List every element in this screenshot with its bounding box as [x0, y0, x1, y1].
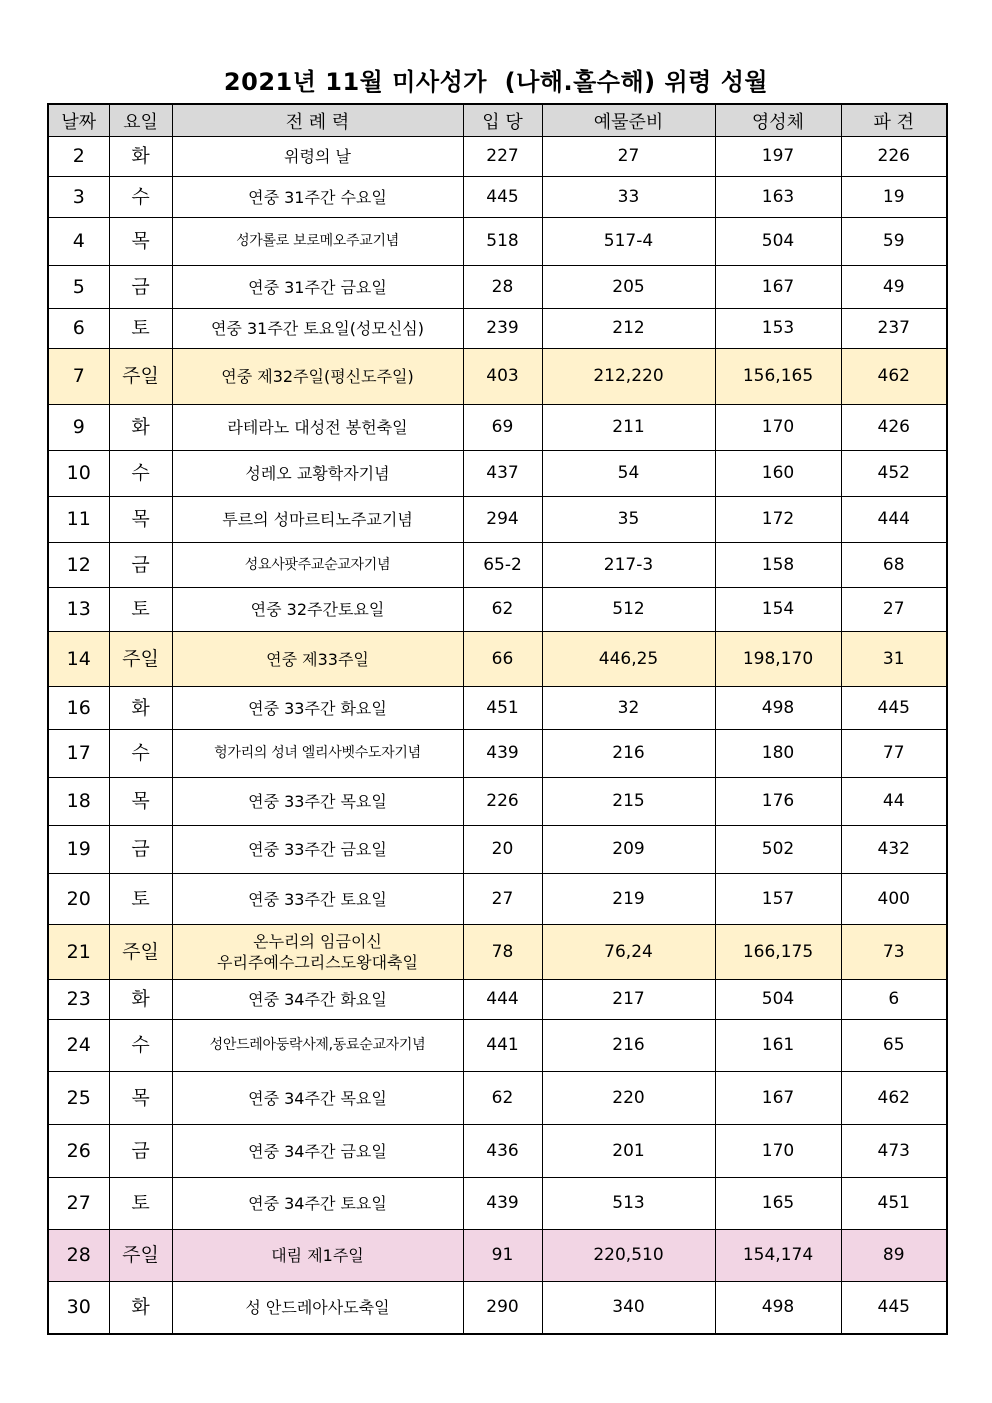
cell-dismissal: 473 — [841, 1125, 947, 1178]
cell-communion: 172 — [715, 497, 841, 543]
cell-dismissal: 73 — [841, 925, 947, 980]
cell-offertory: 209 — [542, 826, 715, 874]
liturgical-name-line: 대림 제1주일 — [271, 1246, 364, 1265]
liturgical-name-line: 성요사팟주교순교자기념 — [244, 556, 391, 573]
cell-entrance: 436 — [463, 1125, 542, 1178]
cell-entrance: 62 — [463, 1072, 542, 1125]
cell-entrance: 62 — [463, 588, 542, 632]
cell-communion: 504 — [715, 980, 841, 1020]
cell-communion: 498 — [715, 687, 841, 730]
cell-entrance: 226 — [463, 778, 542, 826]
cell-day-of-week: 금 — [109, 266, 172, 309]
cell-day-of-week: 수 — [109, 451, 172, 497]
cell-entrance: 227 — [463, 137, 542, 177]
cell-liturgical-name — [172, 1072, 463, 1125]
liturgical-name-line: 연중 34주간 토요일 — [248, 1194, 387, 1213]
liturgical-name-line: 온누리의 임금이신 — [253, 932, 382, 951]
cell-offertory: 35 — [542, 497, 715, 543]
header-date: 날짜 — [48, 104, 109, 137]
cell-offertory: 54 — [542, 451, 715, 497]
cell-offertory: 217-3 — [542, 543, 715, 588]
cell-date: 19 — [48, 826, 109, 874]
cell-day-of-week: 수 — [109, 177, 172, 218]
table-row — [48, 826, 947, 874]
cell-liturgical-name — [172, 1125, 463, 1178]
cell-offertory: 517-4 — [542, 218, 715, 266]
cell-dismissal: 445 — [841, 1282, 947, 1334]
table-row — [48, 137, 947, 177]
cell-dismissal: 462 — [841, 349, 947, 405]
cell-date: 26 — [48, 1125, 109, 1178]
cell-liturgical-name — [172, 405, 463, 451]
cell-day-of-week: 토 — [109, 309, 172, 349]
cell-dismissal: 226 — [841, 137, 947, 177]
cell-dismissal: 445 — [841, 687, 947, 730]
table-header-row — [48, 104, 947, 137]
table-row — [48, 309, 947, 349]
cell-day-of-week: 목 — [109, 218, 172, 266]
cell-entrance: 28 — [463, 266, 542, 309]
header-communion: 영성체 — [715, 104, 841, 137]
cell-date: 10 — [48, 451, 109, 497]
liturgical-name-line: 투르의 성마르티노주교기념 — [222, 510, 413, 529]
cell-communion: 156,165 — [715, 349, 841, 405]
cell-offertory: 216 — [542, 730, 715, 778]
cell-dismissal: 444 — [841, 497, 947, 543]
cell-date: 9 — [48, 405, 109, 451]
liturgical-name-line: 연중 34주간 금요일 — [248, 1141, 387, 1161]
cell-day-of-week: 금 — [109, 826, 172, 874]
cell-entrance: 69 — [463, 405, 542, 451]
cell-dismissal: 89 — [841, 1230, 947, 1282]
cell-offertory: 212,220 — [542, 349, 715, 405]
table-row — [48, 177, 947, 218]
table-row — [48, 218, 947, 266]
cell-liturgical-name — [172, 349, 463, 405]
cell-dismissal: 6 — [841, 980, 947, 1020]
cell-communion: 154,174 — [715, 1230, 841, 1282]
cell-dismissal: 68 — [841, 543, 947, 588]
cell-offertory: 211 — [542, 405, 715, 451]
liturgical-name-line: 연중 33주간 화요일 — [248, 698, 387, 718]
cell-dismissal: 426 — [841, 405, 947, 451]
table-row — [48, 405, 947, 451]
cell-communion: 170 — [715, 1125, 841, 1178]
liturgical-name-line: 연중 31주간 수요일 — [248, 187, 387, 207]
cell-communion: 167 — [715, 1072, 841, 1125]
cell-communion: 163 — [715, 177, 841, 218]
table-row — [48, 632, 947, 687]
cell-communion: 498 — [715, 1282, 841, 1334]
cell-liturgical-name — [172, 1178, 463, 1230]
cell-entrance: 439 — [463, 1178, 542, 1230]
cell-dismissal: 452 — [841, 451, 947, 497]
cell-day-of-week: 수 — [109, 1020, 172, 1072]
cell-entrance: 441 — [463, 1020, 542, 1072]
cell-date: 11 — [48, 497, 109, 543]
cell-liturgical-name — [172, 1230, 463, 1282]
cell-entrance: 290 — [463, 1282, 542, 1334]
cell-liturgical-name — [172, 218, 463, 266]
cell-communion: 161 — [715, 1020, 841, 1072]
cell-offertory: 217 — [542, 980, 715, 1020]
cell-day-of-week: 화 — [109, 1282, 172, 1334]
header-dismissal: 파 견 — [841, 104, 947, 137]
cell-offertory: 513 — [542, 1178, 715, 1230]
cell-day-of-week: 목 — [109, 497, 172, 543]
cell-liturgical-name — [172, 925, 463, 980]
cell-date: 3 — [48, 177, 109, 218]
cell-dismissal: 27 — [841, 588, 947, 632]
cell-dismissal: 237 — [841, 309, 947, 349]
cell-dismissal: 400 — [841, 874, 947, 925]
cell-date: 6 — [48, 309, 109, 349]
header-day-of-week: 요일 — [109, 104, 172, 137]
cell-communion: 153 — [715, 309, 841, 349]
cell-dismissal: 49 — [841, 266, 947, 309]
cell-dismissal: 44 — [841, 778, 947, 826]
liturgical-name-line: 성 안드레아사도축일 — [245, 1297, 390, 1317]
liturgical-name-line: 성가롤로 보로메오주교기념 — [236, 233, 399, 249]
cell-date: 30 — [48, 1282, 109, 1334]
table-row — [48, 1178, 947, 1230]
cell-day-of-week: 토 — [109, 1178, 172, 1230]
cell-date: 24 — [48, 1020, 109, 1072]
table-row — [48, 1125, 947, 1178]
cell-day-of-week: 화 — [109, 405, 172, 451]
cell-communion: 167 — [715, 266, 841, 309]
cell-liturgical-name — [172, 177, 463, 218]
cell-offertory: 205 — [542, 266, 715, 309]
cell-entrance: 445 — [463, 177, 542, 218]
cell-entrance: 451 — [463, 687, 542, 730]
cell-offertory: 340 — [542, 1282, 715, 1334]
cell-offertory: 220 — [542, 1072, 715, 1125]
cell-date: 23 — [48, 980, 109, 1020]
cell-day-of-week: 목 — [109, 778, 172, 826]
table-row — [48, 349, 947, 405]
cell-communion: 158 — [715, 543, 841, 588]
cell-offertory: 76,24 — [542, 925, 715, 980]
cell-entrance: 65-2 — [463, 543, 542, 588]
cell-dismissal: 432 — [841, 826, 947, 874]
cell-offertory: 212 — [542, 309, 715, 349]
cell-dismissal: 462 — [841, 1072, 947, 1125]
cell-offertory: 33 — [542, 177, 715, 218]
cell-date: 17 — [48, 730, 109, 778]
table-row — [48, 1282, 947, 1334]
cell-day-of-week: 수 — [109, 730, 172, 778]
cell-date: 2 — [48, 137, 109, 177]
table-row — [48, 778, 947, 826]
cell-day-of-week: 화 — [109, 687, 172, 730]
cell-entrance: 518 — [463, 218, 542, 266]
liturgical-name-line: 연중 제33주일 — [266, 649, 369, 669]
header-liturgical-calendar: 전 례 력 — [172, 104, 463, 137]
cell-date: 25 — [48, 1072, 109, 1125]
table-row — [48, 588, 947, 632]
cell-entrance: 294 — [463, 497, 542, 543]
liturgical-name-line: 위령의 날 — [284, 147, 351, 166]
cell-day-of-week: 주일 — [109, 632, 172, 687]
cell-date: 4 — [48, 218, 109, 266]
table-row — [48, 451, 947, 497]
cell-liturgical-name — [172, 826, 463, 874]
cell-communion: 157 — [715, 874, 841, 925]
cell-communion: 166,175 — [715, 925, 841, 980]
cell-day-of-week: 화 — [109, 980, 172, 1020]
table-row — [48, 266, 947, 309]
cell-date: 16 — [48, 687, 109, 730]
cell-entrance: 239 — [463, 309, 542, 349]
cell-liturgical-name — [172, 137, 463, 177]
cell-day-of-week: 화 — [109, 137, 172, 177]
cell-offertory: 32 — [542, 687, 715, 730]
table-row — [48, 980, 947, 1020]
cell-entrance: 439 — [463, 730, 542, 778]
cell-liturgical-name — [172, 1282, 463, 1334]
cell-communion: 198,170 — [715, 632, 841, 687]
cell-liturgical-name — [172, 451, 463, 497]
liturgical-name-line: 우리주예수그리스도왕대축일 — [217, 953, 418, 972]
table-row — [48, 1020, 947, 1072]
cell-day-of-week: 주일 — [109, 1230, 172, 1282]
cell-liturgical-name — [172, 543, 463, 588]
cell-communion: 165 — [715, 1178, 841, 1230]
header-offertory: 예물준비 — [542, 104, 715, 137]
cell-date: 20 — [48, 874, 109, 925]
cell-offertory: 201 — [542, 1125, 715, 1178]
hymn-schedule-table — [47, 103, 948, 1335]
cell-entrance: 437 — [463, 451, 542, 497]
cell-communion: 502 — [715, 826, 841, 874]
cell-entrance: 20 — [463, 826, 542, 874]
liturgical-name-line: 성안드레아둥락사제,동료순교자기념 — [209, 1037, 426, 1053]
cell-liturgical-name — [172, 588, 463, 632]
cell-offertory: 219 — [542, 874, 715, 925]
cell-date: 28 — [48, 1230, 109, 1282]
table-row — [48, 543, 947, 588]
cell-date: 13 — [48, 588, 109, 632]
cell-liturgical-name — [172, 778, 463, 826]
cell-communion: 197 — [715, 137, 841, 177]
cell-offertory: 220,510 — [542, 1230, 715, 1282]
cell-dismissal: 77 — [841, 730, 947, 778]
cell-liturgical-name — [172, 980, 463, 1020]
cell-communion: 176 — [715, 778, 841, 826]
cell-day-of-week: 금 — [109, 1125, 172, 1178]
table-row — [48, 497, 947, 543]
table-row — [48, 874, 947, 925]
cell-day-of-week: 토 — [109, 874, 172, 925]
cell-liturgical-name — [172, 687, 463, 730]
liturgical-name-line: 연중 32주간토요일 — [250, 600, 385, 619]
cell-day-of-week: 주일 — [109, 925, 172, 980]
table-row — [48, 1230, 947, 1282]
cell-entrance: 27 — [463, 874, 542, 925]
cell-dismissal: 451 — [841, 1178, 947, 1230]
table-row — [48, 730, 947, 778]
cell-date: 21 — [48, 925, 109, 980]
cell-liturgical-name — [172, 1020, 463, 1072]
liturgical-name-line: 연중 34주간 목요일 — [248, 1088, 387, 1108]
table-row — [48, 925, 947, 980]
liturgical-name-line: 라테라노 대성전 봉헌축일 — [227, 418, 408, 437]
cell-offertory: 215 — [542, 778, 715, 826]
liturgical-name-line: 연중 제32주일(평신도주일) — [221, 367, 414, 386]
cell-date: 7 — [48, 349, 109, 405]
header-entrance: 입 당 — [463, 104, 542, 137]
cell-offertory: 27 — [542, 137, 715, 177]
cell-dismissal: 65 — [841, 1020, 947, 1072]
cell-day-of-week: 목 — [109, 1072, 172, 1125]
liturgical-name-line: 연중 33주간 목요일 — [248, 792, 387, 811]
table-row — [48, 1072, 947, 1125]
cell-communion: 160 — [715, 451, 841, 497]
liturgical-name-line: 연중 31주간 토요일(성모신심) — [210, 319, 425, 338]
liturgical-name-line: 성레오 교황학자기념 — [245, 464, 390, 483]
cell-date: 14 — [48, 632, 109, 687]
liturgical-name-line: 연중 33주간 토요일 — [248, 889, 387, 909]
liturgical-name-line: 연중 34주간 화요일 — [248, 990, 387, 1009]
liturgical-name-line: 연중 33주간 금요일 — [248, 840, 387, 859]
cell-day-of-week: 토 — [109, 588, 172, 632]
cell-dismissal: 31 — [841, 632, 947, 687]
cell-entrance: 403 — [463, 349, 542, 405]
cell-entrance: 91 — [463, 1230, 542, 1282]
cell-liturgical-name — [172, 632, 463, 687]
cell-date: 18 — [48, 778, 109, 826]
cell-date: 27 — [48, 1178, 109, 1230]
cell-communion: 170 — [715, 405, 841, 451]
cell-communion: 504 — [715, 218, 841, 266]
cell-offertory: 512 — [542, 588, 715, 632]
cell-date: 5 — [48, 266, 109, 309]
cell-entrance: 66 — [463, 632, 542, 687]
page-title: 2021년 11월 미사성가 (나해.홀수해) 위령 성월 — [223, 68, 769, 96]
cell-day-of-week: 주일 — [109, 349, 172, 405]
liturgical-name-line: 연중 31주간 금요일 — [248, 277, 387, 297]
liturgical-name-line: 헝가리의 성녀 엘리사벳수도자기념 — [214, 745, 421, 761]
cell-day-of-week: 금 — [109, 543, 172, 588]
cell-liturgical-name — [172, 497, 463, 543]
cell-liturgical-name — [172, 730, 463, 778]
cell-date: 12 — [48, 543, 109, 588]
cell-entrance: 78 — [463, 925, 542, 980]
cell-offertory: 446,25 — [542, 632, 715, 687]
cell-entrance: 444 — [463, 980, 542, 1020]
cell-dismissal: 59 — [841, 218, 947, 266]
cell-communion: 154 — [715, 588, 841, 632]
cell-dismissal: 19 — [841, 177, 947, 218]
cell-liturgical-name — [172, 266, 463, 309]
cell-liturgical-name — [172, 309, 463, 349]
cell-liturgical-name — [172, 874, 463, 925]
cell-communion: 180 — [715, 730, 841, 778]
cell-offertory: 216 — [542, 1020, 715, 1072]
table-row — [48, 687, 947, 730]
